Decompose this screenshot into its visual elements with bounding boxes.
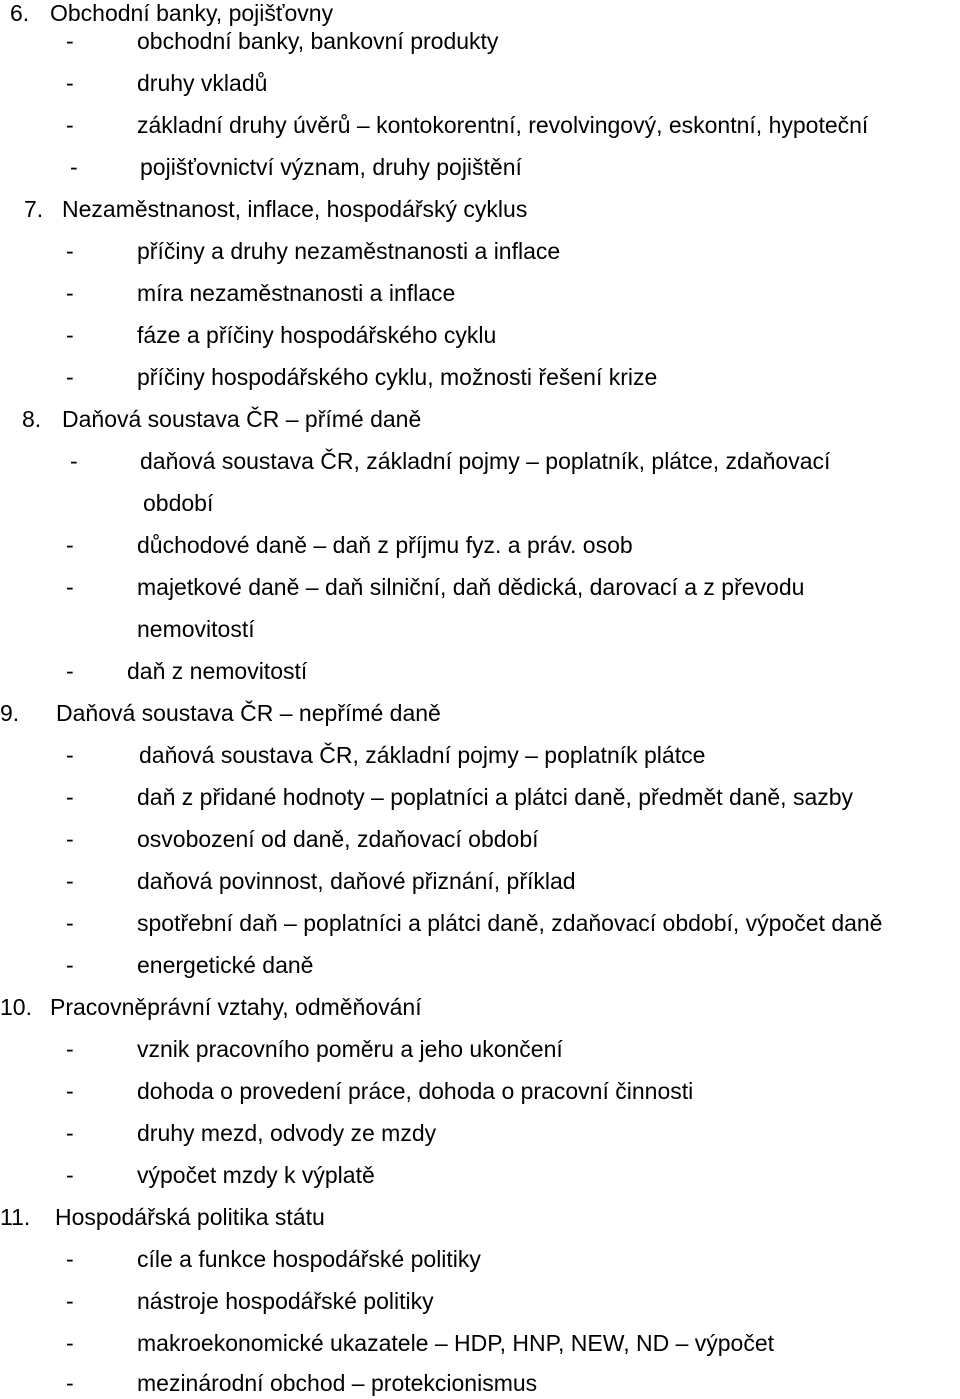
section-9-item: osvobození od daně, zdaňovací období (137, 826, 539, 852)
section-7-title: Nezaměstnanost, inflace, hospodářský cyklus (62, 196, 528, 222)
bullet-dash: - (66, 658, 74, 684)
bullet-dash: - (66, 910, 74, 936)
bullet-dash: - (66, 574, 74, 600)
bullet-dash: - (70, 154, 78, 180)
bullet-dash: - (66, 1330, 74, 1356)
bullet-dash: - (66, 238, 74, 264)
section-9-item: daň z přidané hodnoty – poplatníci a plátci daně, předmět daně, sazby (137, 784, 854, 810)
section-8-item-continuation: období (143, 490, 214, 516)
section-9-item: energetické daně (137, 952, 314, 978)
bullet-dash: - (66, 28, 74, 54)
section-10-title: Pracovněprávní vztahy, odměňování (50, 994, 422, 1020)
section-6-item: pojišťovnictví význam, druhy pojištění (140, 154, 522, 180)
section-6-item: druhy vkladů (137, 70, 268, 96)
section-9-item: daňová povinnost, daňové přiznání, příklad (137, 868, 576, 894)
bullet-dash: - (66, 1036, 74, 1062)
section-9-number: 9. (0, 700, 20, 726)
section-6-item: základní druhy úvěrů – kontokorentní, revolvingový, eskontní, hypoteční (137, 112, 869, 138)
section-6-item: obchodní banky, bankovní produkty (137, 28, 499, 54)
section-10-item: dohoda o provedení práce, dohoda o pracovní činnosti (137, 1078, 694, 1104)
bullet-dash: - (66, 322, 74, 348)
bullet-dash: - (66, 1370, 74, 1396)
bullet-dash: - (66, 952, 74, 978)
section-10-number: 10. (0, 994, 32, 1020)
section-11-item: makroekonomické ukazatele – HDP, HNP, NEW, ND – výpočet (137, 1330, 775, 1356)
section-8-number: 8. (22, 406, 42, 432)
section-11-item: cíle a funkce hospodářské politiky (137, 1246, 481, 1272)
section-8-item: majetkové daně – daň silniční, daň dědická, darovací a z převodu (137, 574, 805, 600)
bullet-dash: - (70, 448, 78, 474)
section-8-item-continuation: nemovitostí (137, 616, 255, 642)
section-10-item: výpočet mzdy k výplatě (137, 1162, 375, 1188)
section-11-title: Hospodářská politika státu (55, 1204, 325, 1230)
section-11-number: 11. (0, 1204, 31, 1230)
section-11-item: nástroje hospodářské politiky (137, 1288, 434, 1314)
section-7-item: příčiny a druhy nezaměstnanosti a inflace (137, 238, 561, 264)
bullet-dash: - (66, 1288, 74, 1314)
section-11-item: mezinárodní obchod – protekcionismus (137, 1370, 538, 1396)
section-8-title: Daňová soustava ČR – přímé daně (62, 406, 422, 432)
bullet-dash: - (66, 532, 74, 558)
section-8-item: důchodové daně – daň z příjmu fyz. a práv. osob (137, 532, 633, 558)
section-7-item: míra nezaměstnanosti a inflace (137, 280, 456, 306)
bullet-dash: - (66, 364, 74, 390)
bullet-dash: - (66, 1246, 74, 1272)
section-7-number: 7. (24, 196, 44, 222)
bullet-dash: - (66, 112, 74, 138)
section-8-item: daň z nemovitostí (127, 658, 308, 684)
bullet-dash: - (66, 826, 74, 852)
section-10-item: druhy mezd, odvody ze mzdy (137, 1120, 437, 1146)
bullet-dash: - (66, 280, 74, 306)
bullet-dash: - (66, 868, 74, 894)
section-6-number: 6. (10, 0, 30, 26)
bullet-dash: - (66, 784, 74, 810)
section-10-item: vznik pracovního poměru a jeho ukončení (137, 1036, 563, 1062)
bullet-dash: - (66, 1162, 74, 1188)
section-7-item: fáze a příčiny hospodářského cyklu (137, 322, 497, 348)
bullet-dash: - (66, 70, 74, 96)
bullet-dash: - (66, 1120, 74, 1146)
section-9-title: Daňová soustava ČR – nepřímé daně (56, 700, 441, 726)
section-8-item: daňová soustava ČR, základní pojmy – poplatník, plátce, zdaňovací (140, 448, 831, 474)
bullet-dash: - (66, 742, 74, 768)
section-6-title: Obchodní banky, pojišťovny (50, 0, 334, 26)
section-9-item: spotřební daň – poplatníci a plátci daně, zdaňovací období, výpočet daně (137, 910, 883, 936)
bullet-dash: - (66, 1078, 74, 1104)
section-7-item: příčiny hospodářského cyklu, možnosti řešení krize (137, 364, 658, 390)
section-9-item: daňová soustava ČR, základní pojmy – poplatník plátce (139, 742, 706, 768)
